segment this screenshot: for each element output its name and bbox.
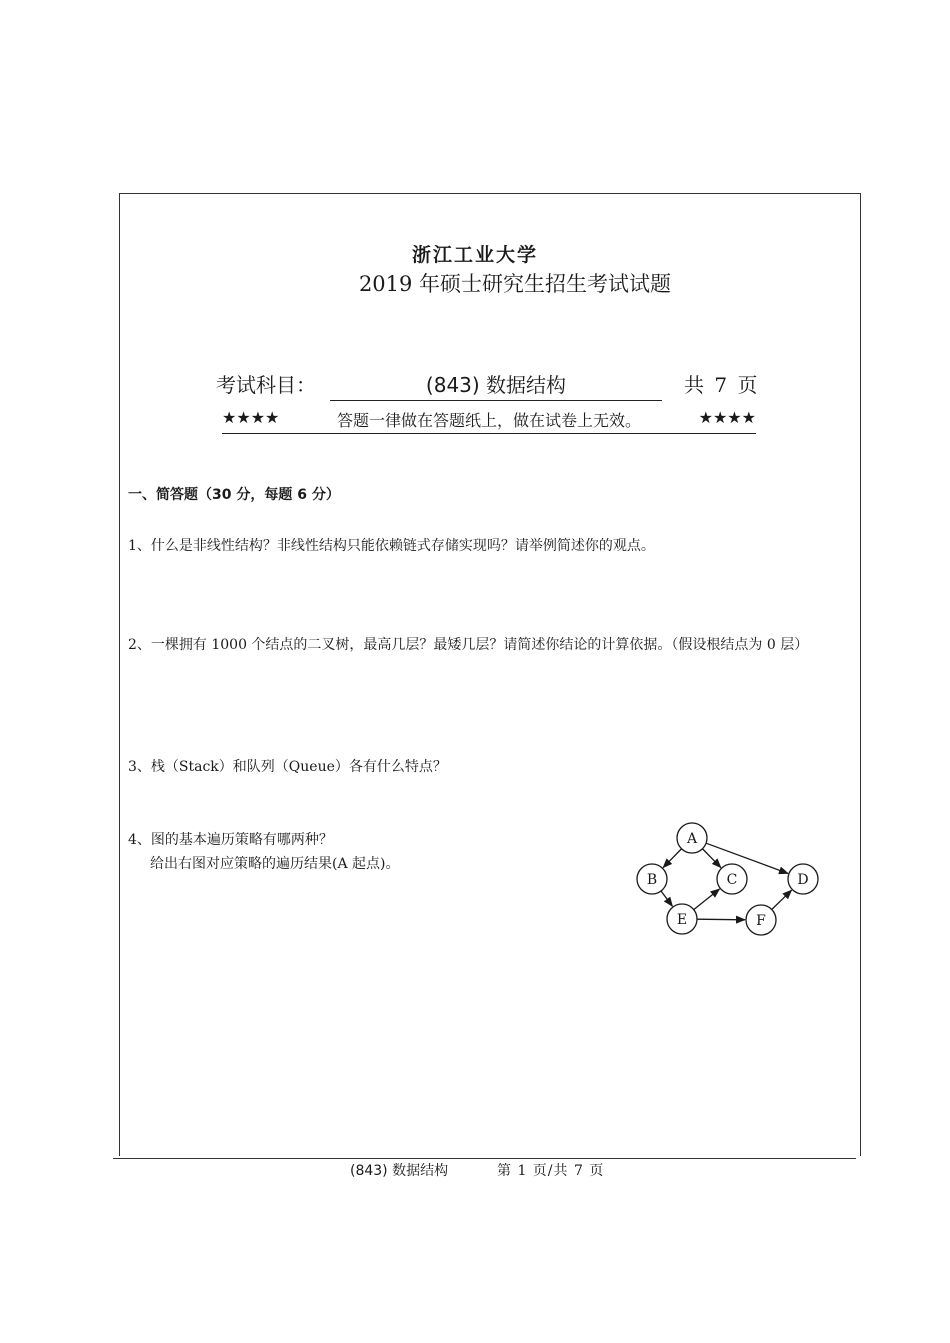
question-2: 2、一棵拥有 1000 个结点的二叉树，最高几层？最矮几层？请简述你结论的计算依据。（假设根结点为 0 层） bbox=[128, 637, 809, 653]
exam-border bbox=[119, 193, 861, 1156]
graph-diagram bbox=[630, 818, 830, 942]
graph-node-label-b: B bbox=[646, 872, 658, 888]
university-name: 浙江工业大学 bbox=[411, 244, 538, 266]
question-4-subtext: 给出右图对应策略的遍历结果(A 起点)。 bbox=[150, 856, 400, 872]
subject-value: (843) 数据结构 bbox=[330, 369, 662, 401]
page-count: 共 7 页 bbox=[684, 373, 760, 397]
graph-edge-e-c bbox=[694, 889, 720, 910]
question-3: 3、栈（Stack）和队列（Queue）各有什么特点？ bbox=[128, 759, 447, 775]
answer-notice bbox=[222, 408, 756, 434]
notice-stars-left: ★★★★ bbox=[222, 408, 280, 427]
question-4: 4、图的基本遍历策略有哪两种？ bbox=[128, 832, 333, 848]
graph-node-label-c: C bbox=[726, 872, 738, 888]
footer-subject: (843) 数据结构 bbox=[350, 1163, 449, 1179]
footer-rule bbox=[113, 1158, 856, 1159]
graph-node-label-d: D bbox=[797, 872, 809, 888]
graph-node-label-e: E bbox=[676, 912, 688, 928]
graph-edge-a-c bbox=[702, 849, 720, 868]
graph-edge-b-e bbox=[661, 891, 672, 906]
graph-node-label-a: A bbox=[686, 831, 698, 847]
footer-page-info: 第 1 页/共 7 页 bbox=[497, 1163, 605, 1179]
graph-edge-e-f bbox=[697, 919, 745, 920]
graph-edge-f-d bbox=[772, 890, 792, 909]
notice-stars-right: ★★★★ bbox=[698, 408, 756, 427]
notice-text: 答题一律做在答题纸上，做在试卷上无效。 bbox=[336, 411, 641, 430]
graph-edge-a-b bbox=[663, 849, 681, 868]
graph-node-label-f: F bbox=[756, 913, 766, 929]
graph-nodes bbox=[637, 823, 818, 935]
section-heading: 一、简答题（30 分，每题 6 分） bbox=[128, 487, 340, 503]
graph-edge-a-d bbox=[706, 843, 788, 873]
exam-title: 2019 年硕士研究生招生考试试题 bbox=[358, 272, 672, 296]
subject-label: 考试科目： bbox=[216, 373, 316, 397]
question-1: 1、什么是非线性结构？非线性结构只能依赖链式存储实现吗？请举例简述你的观点。 bbox=[128, 538, 655, 554]
